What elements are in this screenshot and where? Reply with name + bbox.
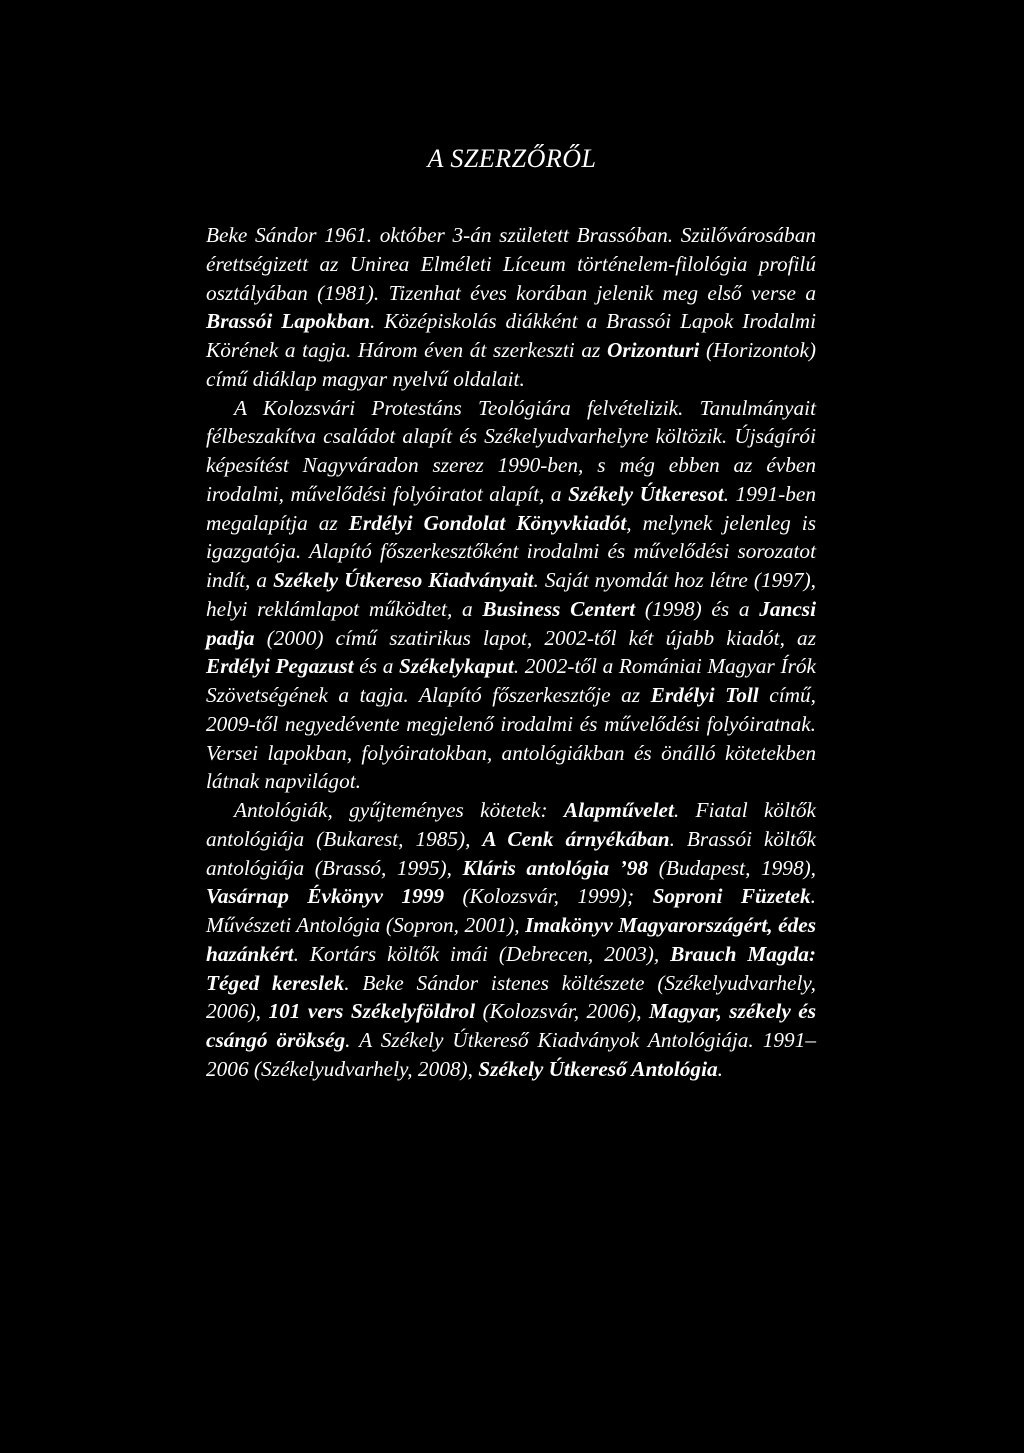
text-run: (Kolozsvár, 1999); [444, 884, 653, 909]
text-run: A Kolozsvári Protestáns Teológiára felvételizik. Tanulmányait félbeszakítva családot alapít és Székelyudvarhelyre költözik. Újságírói képesítést Nagyváradon szerez 1990-ben, s még ebben az évben irodalmi, művelődési folyóiratot alapít, a [206, 395, 816, 506]
text-run: (Kolozsvár, 2006), [475, 999, 650, 1024]
bold-title: Székely Útkereső Antológia [478, 1056, 718, 1081]
bold-title: Székelykaput [399, 654, 514, 679]
text-run: (2000) című szatirikus lapot, 2002-től két újabb kiadót, az [254, 625, 816, 650]
bold-title: Erdélyi Pegazust [206, 654, 354, 679]
text-run: című, 2009-től negyedévente megjelenő irodalmi és művelődési folyóiratnak. Versei lapokban, folyóiratokban, antológiákban és önálló kötetekben látnak napvilágot. [206, 683, 817, 794]
biography-text [206, 221, 816, 1084]
text-run: . [717, 1056, 723, 1081]
bold-title: Imakönyv Magyarországért, édes hazánkért [206, 913, 816, 966]
text-run: . Fiatal költők antológiája (Bukarest, 1985), [206, 798, 816, 851]
bold-title: Orizonturi [606, 338, 700, 362]
bold-title: Brassói Lapokban [206, 309, 370, 334]
text-run: . A Székely Útkereső Kiadványok Antológiája. 1991–2006 (Székelyudvarhely, 2008), [206, 1028, 817, 1081]
text-run: . Művészeti Antológia (Sopron, 2001), [206, 884, 816, 937]
text-run: (Budapest, 1998), [648, 855, 817, 880]
bold-title: Business Centert [482, 596, 636, 621]
text-run: . Brassói költők antológiája (Brassó, 1995), [206, 826, 816, 880]
bold-title: Alapművelet [563, 798, 674, 822]
text-run: . Középiskolás diákként a Brassói Lapok Irodalmi Körének a tagja. Három éven át szerkeszti az [206, 309, 816, 362]
bold-title: Erdélyi Toll [650, 683, 759, 707]
text-run: . 1991-ben megalapítja az [206, 481, 816, 535]
bold-title: Magyar, székely és csángó örökség [206, 999, 816, 1052]
text-run: , melynek jelenleg is igazgatója. Alapító főszerkesztőként irodalmi és művelődési sorozatot indít, a [206, 510, 816, 592]
bold-title: Brauch Magda: Téged kereslek [206, 941, 816, 995]
text-run: (1998) és a [635, 596, 760, 621]
bold-title: Soproni Füzetek [652, 884, 811, 909]
paragraph [206, 394, 816, 797]
text-run: Antológiák, gyűjteményes kötetek: [234, 798, 564, 822]
bold-title: Vasárnap Évkönyv 1999 [206, 884, 445, 909]
text-run: . Saját nyomdát hoz létre (1997), helyi reklámlapot működtet, a [206, 568, 816, 621]
text-run: . Beke Sándor istenes költészete (Székelyudvarhely, 2006), [206, 970, 816, 1024]
text-run: és a [353, 654, 400, 679]
bold-title: Jancsi padja [206, 596, 816, 650]
paragraph [206, 796, 816, 1084]
bold-title: Kláris antológia ’98 [462, 855, 649, 880]
text-run: Beke Sándor 1961. október 3-án született Brassóban. Szülővárosában érettségizett az Unirea Elméleti Líceum történelem-filológia profilú osztályában (1981). Tizenhat éves korában jelenik meg első verse a [206, 223, 816, 305]
bold-title: Székely Útkeresot [568, 481, 724, 506]
text-run: . 2002-től a Romániai Magyar Írók Szövetségének a tagja. Alapító főszerkesztője az [206, 654, 816, 707]
page-title: A SZERZŐRŐL [427, 144, 597, 173]
bold-title: A Cenk árnyékában [482, 826, 670, 851]
text-run: . Kortárs költők imái (Debrecen, 2003), [293, 941, 671, 966]
paragraph [206, 221, 816, 394]
bold-title: Székely Útkereso Kiadványait [273, 568, 534, 592]
bold-title: 101 vers Székelyföldrol [268, 999, 476, 1024]
bold-title: Erdélyi Gondolat Könyvkiadót [348, 510, 627, 535]
text-run: (Horizontok) című diáklap magyar nyelvű oldalait. [206, 338, 816, 391]
